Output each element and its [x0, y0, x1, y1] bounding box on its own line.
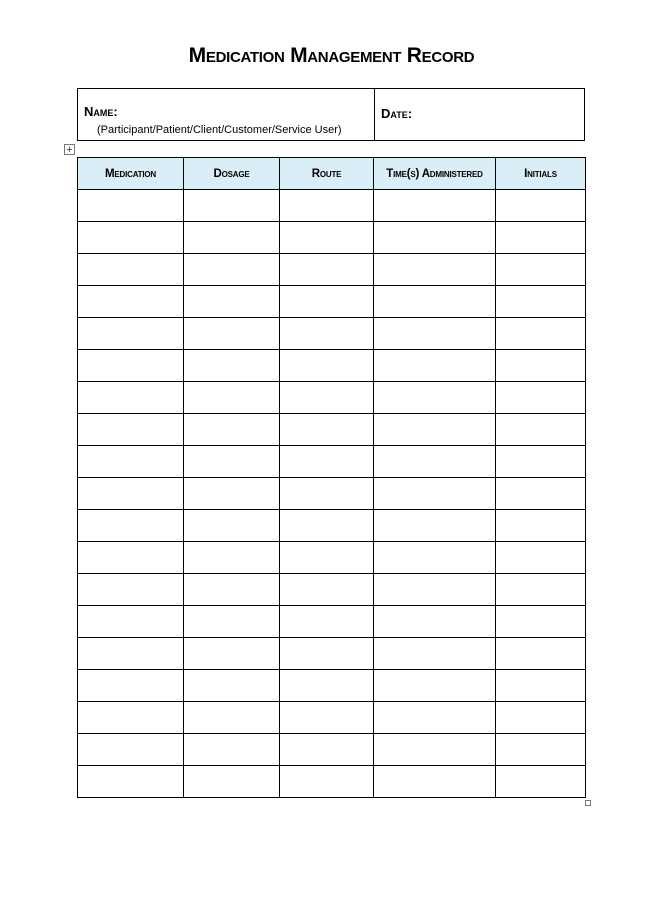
table-cell[interactable] [496, 190, 586, 222]
table-row [78, 190, 586, 222]
table-cell[interactable] [78, 702, 184, 734]
table-cell[interactable] [280, 286, 374, 318]
table-cell[interactable] [184, 510, 280, 542]
table-cell[interactable] [280, 638, 374, 670]
table-row [78, 542, 586, 574]
table-cell[interactable] [280, 478, 374, 510]
table-cell[interactable] [280, 670, 374, 702]
table-row [78, 414, 586, 446]
table-cell[interactable] [374, 542, 496, 574]
table-cell[interactable] [184, 286, 280, 318]
resize-icon[interactable] [585, 800, 591, 806]
table-cell[interactable] [78, 670, 184, 702]
table-cell[interactable] [184, 414, 280, 446]
table-cell[interactable] [184, 574, 280, 606]
table-row [78, 734, 586, 766]
header-row [78, 158, 586, 190]
table-cell[interactable] [374, 574, 496, 606]
table-cell[interactable] [496, 670, 586, 702]
table-cell[interactable] [184, 638, 280, 670]
col-header-dosage: Dosage [184, 158, 280, 190]
table-cell[interactable] [78, 510, 184, 542]
table-row [78, 510, 586, 542]
table-cell[interactable] [184, 254, 280, 286]
table-cell[interactable] [78, 606, 184, 638]
table-cell[interactable] [496, 542, 586, 574]
table-cell[interactable] [78, 574, 184, 606]
table-cell[interactable] [184, 382, 280, 414]
table-cell[interactable] [280, 254, 374, 286]
table-cell[interactable] [78, 638, 184, 670]
table-row [78, 478, 586, 510]
table-cell[interactable] [374, 606, 496, 638]
table-cell[interactable] [280, 606, 374, 638]
table-cell[interactable] [496, 286, 586, 318]
table-cell[interactable] [184, 606, 280, 638]
table-row [78, 446, 586, 478]
table-cell[interactable] [280, 446, 374, 478]
table-row [78, 254, 586, 286]
table-cell[interactable] [280, 734, 374, 766]
table-cell[interactable] [78, 414, 184, 446]
table-cell[interactable] [184, 766, 280, 798]
col-header-route: Route [280, 158, 374, 190]
table-cell[interactable] [184, 670, 280, 702]
table-row [78, 670, 586, 702]
table-cell[interactable] [184, 478, 280, 510]
table-cell[interactable] [496, 350, 586, 382]
table-cell[interactable] [78, 350, 184, 382]
table-cell[interactable] [78, 286, 184, 318]
table-row [78, 766, 586, 798]
table-cell[interactable] [184, 702, 280, 734]
table-cell[interactable] [78, 382, 184, 414]
table-cell[interactable] [184, 222, 280, 254]
table-cell[interactable] [280, 542, 374, 574]
table-cell[interactable] [496, 510, 586, 542]
table-cell[interactable] [184, 190, 280, 222]
table-cell[interactable] [374, 638, 496, 670]
table-cell[interactable] [496, 382, 586, 414]
table-row [78, 382, 586, 414]
move-icon[interactable]: + [64, 144, 75, 155]
date-cell[interactable] [375, 89, 585, 141]
table-cell[interactable] [496, 254, 586, 286]
table-cell[interactable] [374, 414, 496, 446]
table-row [78, 222, 586, 254]
table-cell[interactable] [496, 606, 586, 638]
table-cell[interactable] [496, 318, 586, 350]
table-cell[interactable] [280, 702, 374, 734]
name-cell[interactable] [78, 89, 375, 141]
table-row [78, 638, 586, 670]
table-cell[interactable] [374, 702, 496, 734]
table-cell[interactable] [374, 254, 496, 286]
table-cell[interactable] [496, 766, 586, 798]
table-cell[interactable] [374, 766, 496, 798]
col-header-medication: Medication [78, 158, 184, 190]
table-cell[interactable] [374, 734, 496, 766]
table-cell[interactable] [496, 414, 586, 446]
table-cell[interactable] [280, 510, 374, 542]
table-cell[interactable] [374, 510, 496, 542]
table-row [78, 318, 586, 350]
table-cell[interactable] [496, 478, 586, 510]
table-cell[interactable] [78, 542, 184, 574]
table-cell[interactable] [374, 286, 496, 318]
medication-table [77, 157, 586, 798]
table-cell[interactable] [280, 414, 374, 446]
table-cell[interactable] [374, 382, 496, 414]
table-cell[interactable] [374, 446, 496, 478]
table-cell[interactable] [280, 382, 374, 414]
table-cell[interactable] [184, 350, 280, 382]
table-cell[interactable] [374, 670, 496, 702]
table-cell[interactable] [78, 446, 184, 478]
table-cell[interactable] [374, 318, 496, 350]
name-label: Name: [84, 104, 118, 119]
table-cell[interactable] [374, 350, 496, 382]
table-cell[interactable] [78, 190, 184, 222]
table-cell[interactable] [496, 638, 586, 670]
table-cell[interactable] [78, 222, 184, 254]
table-cell[interactable] [496, 734, 586, 766]
table-cell[interactable] [280, 190, 374, 222]
table-row [78, 574, 586, 606]
date-label: Date: [381, 106, 413, 121]
table-row [78, 350, 586, 382]
page-title: Medication Management Record [188, 44, 475, 67]
table-cell[interactable] [78, 254, 184, 286]
name-sublabel: (Participant/Patient/Client/Customer/Service User) [97, 124, 342, 136]
table-cell[interactable] [496, 574, 586, 606]
info-table [77, 88, 585, 141]
table-cell[interactable] [184, 734, 280, 766]
table-cell[interactable] [78, 766, 184, 798]
table-cell[interactable] [280, 222, 374, 254]
table-row [78, 286, 586, 318]
table-cell[interactable] [280, 350, 374, 382]
col-header-time-administered: Time(s) Administered [374, 158, 496, 190]
table-cell[interactable] [496, 222, 586, 254]
table-row [78, 606, 586, 638]
table-cell[interactable] [280, 318, 374, 350]
table-cell[interactable] [184, 446, 280, 478]
table-cell[interactable] [78, 318, 184, 350]
col-header-initials: Initials [496, 158, 586, 190]
table-cell[interactable] [78, 734, 184, 766]
table-cell[interactable] [496, 702, 586, 734]
table-cell[interactable] [374, 478, 496, 510]
table-cell[interactable] [78, 478, 184, 510]
table-cell[interactable] [280, 766, 374, 798]
table-cell[interactable] [280, 574, 374, 606]
table-cell[interactable] [184, 542, 280, 574]
table-cell[interactable] [374, 222, 496, 254]
table-cell[interactable] [374, 190, 496, 222]
table-cell[interactable] [184, 318, 280, 350]
table-cell[interactable] [496, 446, 586, 478]
table-row [78, 702, 586, 734]
